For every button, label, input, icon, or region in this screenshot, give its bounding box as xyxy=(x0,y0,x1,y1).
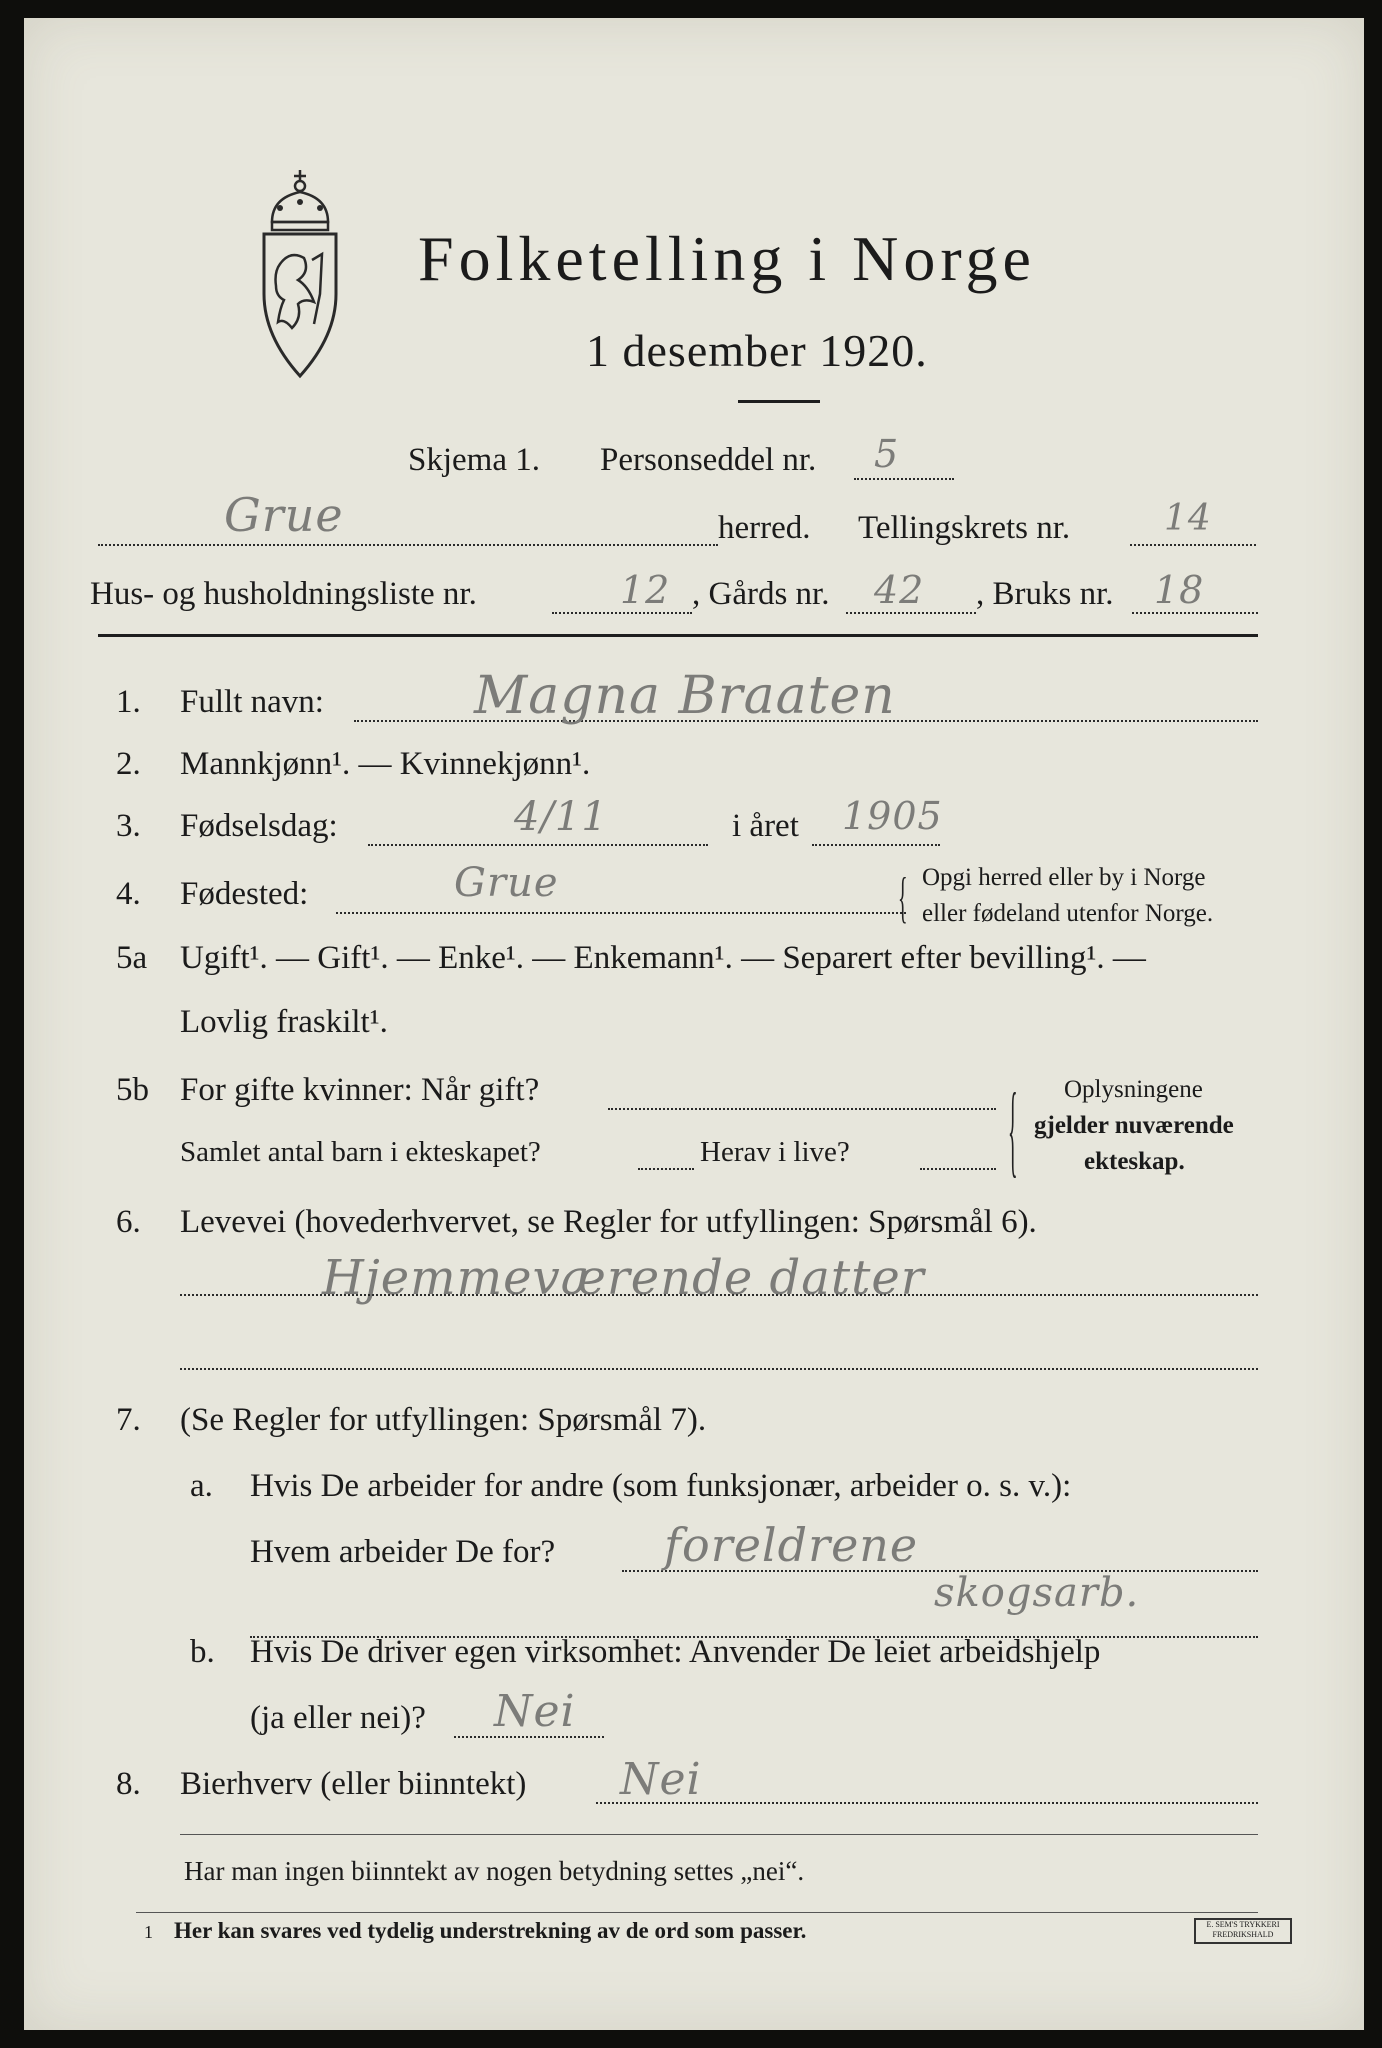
q4-note-line2: eller fødeland utenfor Norge. xyxy=(922,900,1214,927)
printer-stamp: E. SEM'S TRYKKERI FREDRIKSHALD xyxy=(1194,1918,1292,1944)
herred-value: Grue xyxy=(224,488,344,542)
q5a-number: 5a xyxy=(116,940,148,976)
tellingskrets-line xyxy=(1130,544,1256,546)
bruks-line xyxy=(1132,612,1258,614)
q5b-note-line2: gjelder nuværende xyxy=(1034,1112,1234,1139)
footer-note: Har man ingen biinntekt av nogen betydning settes „nei“. xyxy=(184,1856,805,1886)
footnote-number: 1 xyxy=(144,1922,153,1942)
title-divider xyxy=(738,400,820,403)
bruks-value: 18 xyxy=(1154,568,1205,612)
q4-line xyxy=(336,912,906,914)
q3-number: 3. xyxy=(116,808,141,844)
q3-year-value: 1905 xyxy=(842,794,943,838)
schema-label: Skjema 1. xyxy=(408,442,540,478)
q7-number: 7. xyxy=(116,1402,141,1438)
q6-value: Hjemmeværende datter xyxy=(322,1250,925,1306)
hus-value: 12 xyxy=(620,568,671,612)
q7a-letter: a. xyxy=(190,1468,213,1504)
q5b-line2 xyxy=(638,1168,694,1170)
q3-line xyxy=(368,844,708,846)
q1-number: 1. xyxy=(116,684,141,720)
q7-label: (Se Regler for utfyllingen: Spørsmål 7). xyxy=(180,1402,707,1438)
footnote-divider xyxy=(136,1912,1258,1913)
bruks-label: , Bruks nr. xyxy=(976,576,1114,612)
q7b-value: Nei xyxy=(494,1686,576,1737)
q7a-label: Hvis De arbeider for andre (som funksjonær, arbeider o. s. v.): xyxy=(250,1468,1072,1504)
q6-line2 xyxy=(180,1368,1258,1370)
gards-value: 42 xyxy=(874,568,925,612)
q1-label: Fullt navn: xyxy=(180,684,324,720)
q8-number: 8. xyxy=(116,1766,141,1802)
q3-year-line xyxy=(812,844,940,846)
personseddel-line xyxy=(854,478,954,480)
herred-line xyxy=(98,544,718,546)
q4-value: Grue xyxy=(454,860,559,906)
header-rule xyxy=(98,634,1258,637)
footer-divider xyxy=(180,1834,1258,1835)
q3-value: 4/11 xyxy=(514,794,608,840)
gards-label: , Gårds nr. xyxy=(692,576,830,612)
q7b-label: Hvis De driver egen virksomhet: Anvender De leiet arbeidshjelp xyxy=(250,1634,1101,1670)
q3-label: Fødselsdag: xyxy=(180,808,338,844)
form-date: 1 desember 1920. xyxy=(586,325,928,376)
tellingskrets-label: Tellingskrets nr. xyxy=(858,510,1071,546)
personseddel-label: Personseddel nr. xyxy=(600,442,817,478)
q5b-line xyxy=(608,1108,996,1110)
gards-line xyxy=(846,612,976,614)
q6-number: 6. xyxy=(116,1204,141,1240)
form-title: Folketelling i Norge xyxy=(418,223,1036,294)
coat-of-arms-icon xyxy=(250,164,350,384)
q6-label: Levevei (hovederhvervet, se Regler for utfyllingen: Spørsmål 6). xyxy=(180,1204,1037,1240)
tellingskrets-value: 14 xyxy=(1164,498,1212,539)
q7a-who-value: foreldrene xyxy=(664,1518,919,1572)
q7b-label2: (ja eller nei)? xyxy=(250,1700,426,1736)
q5a-label2: Lovlig fraskilt¹. xyxy=(180,1004,388,1040)
q1-value: Magna Braaten xyxy=(474,666,896,726)
q7a-who-label: Hvem arbeider De for? xyxy=(250,1534,556,1570)
q7a-extra-value: skogsarb. xyxy=(934,1570,1140,1616)
personseddel-value: 5 xyxy=(874,432,900,476)
q4-label: Fødested: xyxy=(180,876,309,912)
q8-label: Bierhverv (eller biinntekt) xyxy=(180,1766,527,1802)
footnote-text: Her kan svares ved tydelig understrekning av de ord som passer. xyxy=(174,1918,807,1943)
q7b-letter: b. xyxy=(190,1634,215,1670)
q4-note-line1: Opgi herred eller by i Norge xyxy=(922,864,1206,891)
q2-number: 2. xyxy=(116,746,141,782)
q5b-note-line1: Oplysningene xyxy=(1064,1076,1203,1103)
q4-number: 4. xyxy=(116,876,141,912)
hus-label: Hus- og husholdningsliste nr. xyxy=(90,576,477,612)
census-form xyxy=(24,18,1364,2030)
q5b-label3: Herav i live? xyxy=(700,1136,850,1168)
q5b-line3 xyxy=(920,1168,996,1170)
q5b-label: For gifte kvinner: Når gift? xyxy=(180,1072,540,1108)
q4-brace: { xyxy=(898,865,908,929)
q3-year-label: i året xyxy=(732,808,799,844)
q6-line1 xyxy=(180,1294,1258,1296)
q5b-brace: { xyxy=(1008,1070,1018,1188)
herred-label: herred. xyxy=(718,510,811,546)
q5b-note-line3: ekteskap. xyxy=(1084,1148,1185,1175)
q8-value: Nei xyxy=(620,1754,702,1805)
q5a-label: Ugift¹. — Gift¹. — Enke¹. — Enkemann¹. — Separert efter bevilling¹. — xyxy=(180,940,1146,976)
q5b-number: 5b xyxy=(116,1072,149,1108)
q5b-label2: Samlet antal barn i ekteskapet? xyxy=(180,1136,541,1168)
q2-label: Mannkjønn¹. — Kvinnekjønn¹. xyxy=(180,746,591,782)
hus-line xyxy=(552,612,692,614)
